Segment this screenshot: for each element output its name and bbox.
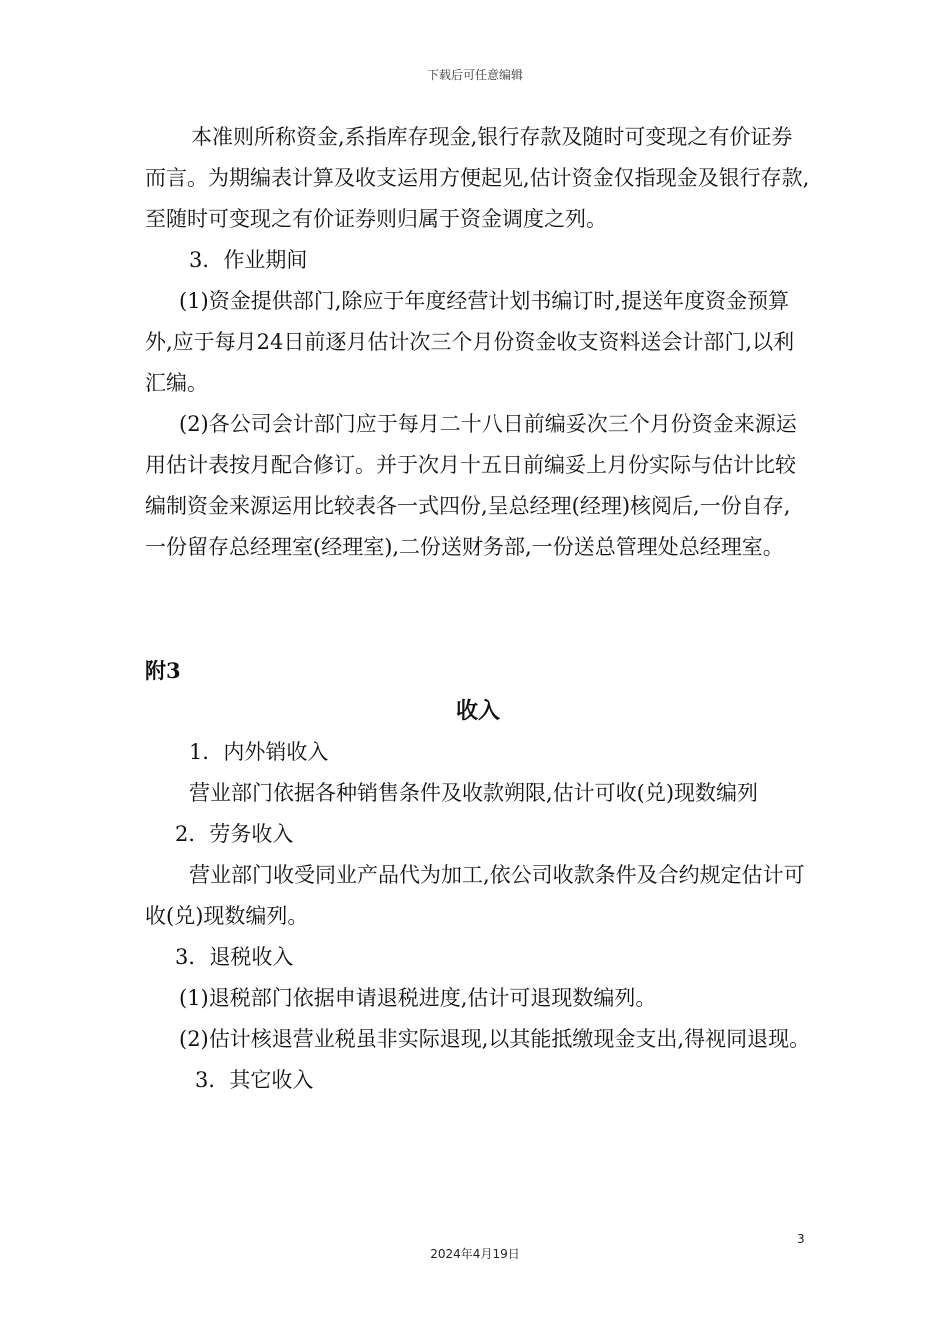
heading-sales-income: 1．内外销收入 [189, 740, 329, 764]
heading-work-period: 3．作业期间 [189, 248, 308, 272]
section-title: 收入 [455, 698, 500, 724]
heading-other-income: 3．其它收入 [195, 1068, 314, 1092]
heading-tax-refund-income: 3．退税收入 [175, 945, 294, 969]
paragraph-sales-income: 营业部门依据各种销售条件及收款朔限,估计可收(兑)现数编列 [189, 781, 759, 805]
page-number: 3 [797, 1232, 805, 1246]
heading-service-income: 2．劳务收入 [175, 822, 294, 846]
paragraph-item-2: (2)各公司会计部门应于每月二十八日前编妥次三个月份资金来源运用估计表按月配合修订。并于次月十五日前编妥上月份实际与估计比较编制资金来源运用比较表各一式四份,呈总经理(经理)核阅后,一份自存,一份留存总经理室(经理室),二份送财务部,一份送总管理处总经理室。 [145, 412, 797, 559]
appendix-label: 附3 [145, 658, 181, 683]
document-body [145, 117, 811, 1101]
page-footer-date: 2024年4月19日 [430, 1247, 520, 1261]
paragraph-service-income: 营业部门收受同业产品代为加工,依公司收款条件及合约规定估计可收(兑)现数编列。 [145, 863, 805, 928]
paragraph-tax-refund-1: (1)退税部门依据申请退税进度,估计可退现数编列。 [179, 986, 657, 1010]
paragraph-item-1: (1)资金提供部门,除应于年度经营计划书编订时,提送年度资金预算外,应于每月24日前逐月估计次三个月份资金收支资料送会计部门,以利汇编。 [145, 289, 795, 395]
section-spacer [145, 568, 811, 650]
paragraph-fund-definition: 本准则所称资金,系指库存现金,银行存款及随时可变现之有价证券而言。为期编表计算及收支运用方便起见,估计资金仅指现金及银行存款,至随时可变现之有价证券则归属于资金调度之列。 [145, 125, 810, 231]
paragraph-tax-refund-2: (2)估计核退营业税虽非实际退现,以其能抵缴现金支出,得视同退现。 [179, 1027, 811, 1051]
page-header: 下载后可任意编辑 [426, 68, 523, 82]
